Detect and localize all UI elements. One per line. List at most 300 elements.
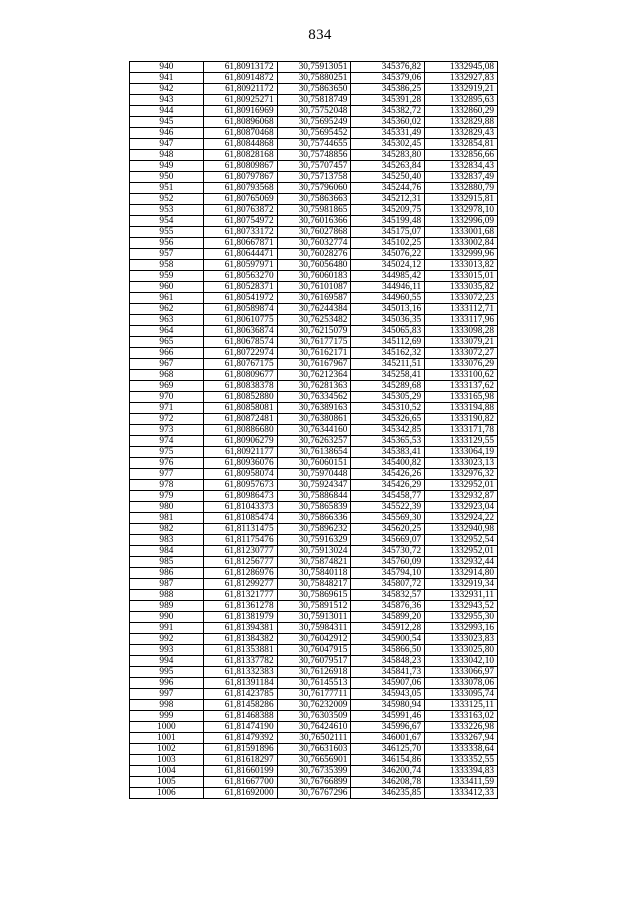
x-coordinate-cell: 346154,86 — [351, 755, 425, 766]
table-row — [130, 271, 498, 282]
y-coordinate-cell: 1333165,98 — [425, 392, 498, 403]
latitude-cell: 61,80589874 — [203, 304, 277, 315]
x-coordinate-cell: 345162,32 — [351, 348, 425, 359]
y-coordinate-cell: 1333066,97 — [425, 667, 498, 678]
longitude-cell: 30,75748856 — [277, 150, 351, 161]
y-coordinate-cell: 1333338,64 — [425, 744, 498, 755]
y-coordinate-cell: 1333098,28 — [425, 326, 498, 337]
longitude-cell: 30,75896232 — [277, 524, 351, 535]
longitude-cell: 30,76232009 — [277, 700, 351, 711]
longitude-cell: 30,75981865 — [277, 205, 351, 216]
x-coordinate-cell: 345900,54 — [351, 634, 425, 645]
latitude-cell: 61,80986473 — [203, 491, 277, 502]
x-coordinate-cell: 345386,25 — [351, 84, 425, 95]
y-coordinate-cell: 1332914,80 — [425, 568, 498, 579]
y-coordinate-cell: 1332860,29 — [425, 106, 498, 117]
point-number-cell: 978 — [130, 480, 204, 491]
latitude-cell: 61,80667871 — [203, 238, 277, 249]
longitude-cell: 30,75913011 — [277, 612, 351, 623]
table-row — [130, 469, 498, 480]
table-row — [130, 524, 498, 535]
latitude-cell: 61,80886680 — [203, 425, 277, 436]
longitude-cell: 30,76631603 — [277, 744, 351, 755]
x-coordinate-cell: 345244,76 — [351, 183, 425, 194]
point-number-cell: 988 — [130, 590, 204, 601]
y-coordinate-cell: 1333013,82 — [425, 260, 498, 271]
table-row — [130, 480, 498, 491]
table-row — [130, 238, 498, 249]
point-number-cell: 942 — [130, 84, 204, 95]
point-number-cell: 951 — [130, 183, 204, 194]
longitude-cell: 30,75916329 — [277, 535, 351, 546]
point-number-cell: 1000 — [130, 722, 204, 733]
point-number-cell: 965 — [130, 337, 204, 348]
table-row — [130, 315, 498, 326]
longitude-cell: 30,75848217 — [277, 579, 351, 590]
table-row — [130, 502, 498, 513]
x-coordinate-cell: 344946,11 — [351, 282, 425, 293]
longitude-cell: 30,76380861 — [277, 414, 351, 425]
y-coordinate-cell: 1333412,33 — [425, 788, 498, 799]
longitude-cell: 30,76042912 — [277, 634, 351, 645]
y-coordinate-cell: 1333267,94 — [425, 733, 498, 744]
x-coordinate-cell: 345730,72 — [351, 546, 425, 557]
longitude-cell: 30,76047915 — [277, 645, 351, 656]
longitude-cell: 30,76177175 — [277, 337, 351, 348]
table-row — [130, 711, 498, 722]
point-number-cell: 940 — [130, 62, 204, 73]
longitude-cell: 30,76101087 — [277, 282, 351, 293]
x-coordinate-cell: 345807,72 — [351, 579, 425, 590]
y-coordinate-cell: 1333226,98 — [425, 722, 498, 733]
y-coordinate-cell: 1332932,87 — [425, 491, 498, 502]
coordinates-table-body — [130, 62, 498, 799]
x-coordinate-cell: 345383,41 — [351, 447, 425, 458]
latitude-cell: 61,80610775 — [203, 315, 277, 326]
y-coordinate-cell: 1333194,88 — [425, 403, 498, 414]
latitude-cell: 61,81458286 — [203, 700, 277, 711]
latitude-cell: 61,81479392 — [203, 733, 277, 744]
latitude-cell: 61,80838378 — [203, 381, 277, 392]
y-coordinate-cell: 1333025,80 — [425, 645, 498, 656]
point-number-cell: 945 — [130, 117, 204, 128]
x-coordinate-cell: 345342,85 — [351, 425, 425, 436]
y-coordinate-cell: 1333078,06 — [425, 678, 498, 689]
latitude-cell: 61,81299277 — [203, 579, 277, 590]
longitude-cell: 30,76126918 — [277, 667, 351, 678]
y-coordinate-cell: 1333125,11 — [425, 700, 498, 711]
x-coordinate-cell: 345379,06 — [351, 73, 425, 84]
y-coordinate-cell: 1332919,21 — [425, 84, 498, 95]
y-coordinate-cell: 1332978,10 — [425, 205, 498, 216]
point-number-cell: 949 — [130, 161, 204, 172]
x-coordinate-cell: 345996,67 — [351, 722, 425, 733]
latitude-cell: 61,80763872 — [203, 205, 277, 216]
longitude-cell: 30,76212364 — [277, 370, 351, 381]
longitude-cell: 30,76060151 — [277, 458, 351, 469]
y-coordinate-cell: 1332829,43 — [425, 128, 498, 139]
x-coordinate-cell: 345400,82 — [351, 458, 425, 469]
latitude-cell: 61,80809677 — [203, 370, 277, 381]
point-number-cell: 968 — [130, 370, 204, 381]
x-coordinate-cell: 345458,77 — [351, 491, 425, 502]
latitude-cell: 61,80722974 — [203, 348, 277, 359]
y-coordinate-cell: 1333064,19 — [425, 447, 498, 458]
y-coordinate-cell: 1333352,55 — [425, 755, 498, 766]
y-coordinate-cell: 1332976,32 — [425, 469, 498, 480]
latitude-cell: 61,80597971 — [203, 260, 277, 271]
latitude-cell: 61,80678574 — [203, 337, 277, 348]
y-coordinate-cell: 1332940,98 — [425, 524, 498, 535]
longitude-cell: 30,76177711 — [277, 689, 351, 700]
point-number-cell: 992 — [130, 634, 204, 645]
x-coordinate-cell: 345569,30 — [351, 513, 425, 524]
point-number-cell: 962 — [130, 304, 204, 315]
x-coordinate-cell: 345391,28 — [351, 95, 425, 106]
latitude-cell: 61,80636874 — [203, 326, 277, 337]
x-coordinate-cell: 345907,06 — [351, 678, 425, 689]
latitude-cell: 61,81175476 — [203, 535, 277, 546]
longitude-cell: 30,75695249 — [277, 117, 351, 128]
point-number-cell: 964 — [130, 326, 204, 337]
table-row — [130, 788, 498, 799]
point-number-cell: 961 — [130, 293, 204, 304]
y-coordinate-cell: 1332999,96 — [425, 249, 498, 260]
point-number-cell: 973 — [130, 425, 204, 436]
y-coordinate-cell: 1333035,82 — [425, 282, 498, 293]
x-coordinate-cell: 345310,52 — [351, 403, 425, 414]
table-row — [130, 260, 498, 271]
y-coordinate-cell: 1332854,81 — [425, 139, 498, 150]
latitude-cell: 61,80563270 — [203, 271, 277, 282]
latitude-cell: 61,80765069 — [203, 194, 277, 205]
latitude-cell: 61,80844868 — [203, 139, 277, 150]
coordinates-table — [129, 61, 498, 799]
y-coordinate-cell: 1332829,88 — [425, 117, 498, 128]
latitude-cell: 61,81256777 — [203, 557, 277, 568]
y-coordinate-cell: 1333137,62 — [425, 381, 498, 392]
x-coordinate-cell: 345258,41 — [351, 370, 425, 381]
latitude-cell: 61,80925271 — [203, 95, 277, 106]
y-coordinate-cell: 1332927,83 — [425, 73, 498, 84]
table-row — [130, 282, 498, 293]
table-row — [130, 249, 498, 260]
point-number-cell: 953 — [130, 205, 204, 216]
y-coordinate-cell: 1332856,66 — [425, 150, 498, 161]
table-row — [130, 425, 498, 436]
table-row — [130, 634, 498, 645]
x-coordinate-cell: 345209,75 — [351, 205, 425, 216]
point-number-cell: 972 — [130, 414, 204, 425]
latitude-cell: 61,81332383 — [203, 667, 277, 678]
y-coordinate-cell: 1332996,09 — [425, 216, 498, 227]
table-row — [130, 73, 498, 84]
longitude-cell: 30,75713758 — [277, 172, 351, 183]
latitude-cell: 61,80797867 — [203, 172, 277, 183]
x-coordinate-cell: 345250,40 — [351, 172, 425, 183]
table-row — [130, 744, 498, 755]
latitude-cell: 61,80872481 — [203, 414, 277, 425]
table-row — [130, 117, 498, 128]
longitude-cell: 30,75874821 — [277, 557, 351, 568]
table-row — [130, 348, 498, 359]
longitude-cell: 30,76656901 — [277, 755, 351, 766]
longitude-cell: 30,75863650 — [277, 84, 351, 95]
x-coordinate-cell: 345212,31 — [351, 194, 425, 205]
table-row — [130, 227, 498, 238]
latitude-cell: 61,81381979 — [203, 612, 277, 623]
longitude-cell: 30,76060183 — [277, 271, 351, 282]
latitude-cell: 61,80828168 — [203, 150, 277, 161]
x-coordinate-cell: 346001,67 — [351, 733, 425, 744]
point-number-cell: 966 — [130, 348, 204, 359]
latitude-cell: 61,81591896 — [203, 744, 277, 755]
latitude-cell: 61,81337782 — [203, 656, 277, 667]
longitude-cell: 30,76215079 — [277, 326, 351, 337]
x-coordinate-cell: 345841,73 — [351, 667, 425, 678]
x-coordinate-cell: 345620,25 — [351, 524, 425, 535]
y-coordinate-cell: 1332993,16 — [425, 623, 498, 634]
table-row — [130, 150, 498, 161]
latitude-cell: 61,80793568 — [203, 183, 277, 194]
point-number-cell: 954 — [130, 216, 204, 227]
x-coordinate-cell: 346125,70 — [351, 744, 425, 755]
table-row — [130, 458, 498, 469]
longitude-cell: 30,75695452 — [277, 128, 351, 139]
latitude-cell: 61,80733172 — [203, 227, 277, 238]
point-number-cell: 998 — [130, 700, 204, 711]
point-number-cell: 957 — [130, 249, 204, 260]
point-number-cell: 974 — [130, 436, 204, 447]
x-coordinate-cell: 345036,35 — [351, 315, 425, 326]
x-coordinate-cell: 345263,84 — [351, 161, 425, 172]
longitude-cell: 30,76767296 — [277, 788, 351, 799]
longitude-cell: 30,75970448 — [277, 469, 351, 480]
latitude-cell: 61,80870468 — [203, 128, 277, 139]
table-row — [130, 304, 498, 315]
x-coordinate-cell: 345522,39 — [351, 502, 425, 513]
x-coordinate-cell: 345013,16 — [351, 304, 425, 315]
y-coordinate-cell: 1332834,43 — [425, 161, 498, 172]
x-coordinate-cell: 345076,22 — [351, 249, 425, 260]
x-coordinate-cell: 345382,72 — [351, 106, 425, 117]
y-coordinate-cell: 1332945,08 — [425, 62, 498, 73]
point-number-cell: 982 — [130, 524, 204, 535]
x-coordinate-cell: 345426,26 — [351, 469, 425, 480]
latitude-cell: 61,80528371 — [203, 282, 277, 293]
point-number-cell: 994 — [130, 656, 204, 667]
latitude-cell: 61,81353881 — [203, 645, 277, 656]
latitude-cell: 61,80957673 — [203, 480, 277, 491]
y-coordinate-cell: 1333072,23 — [425, 293, 498, 304]
table-row — [130, 777, 498, 788]
latitude-cell: 61,80809867 — [203, 161, 277, 172]
table-row — [130, 766, 498, 777]
table-row — [130, 381, 498, 392]
y-coordinate-cell: 1333002,84 — [425, 238, 498, 249]
point-number-cell: 955 — [130, 227, 204, 238]
x-coordinate-cell: 345112,69 — [351, 337, 425, 348]
x-coordinate-cell: 345980,94 — [351, 700, 425, 711]
point-number-cell: 989 — [130, 601, 204, 612]
x-coordinate-cell: 345326,65 — [351, 414, 425, 425]
table-row — [130, 161, 498, 172]
x-coordinate-cell: 345024,12 — [351, 260, 425, 271]
longitude-cell: 30,75880251 — [277, 73, 351, 84]
point-number-cell: 999 — [130, 711, 204, 722]
latitude-cell: 61,80896068 — [203, 117, 277, 128]
point-number-cell: 948 — [130, 150, 204, 161]
x-coordinate-cell: 345912,28 — [351, 623, 425, 634]
longitude-cell: 30,75913051 — [277, 62, 351, 73]
latitude-cell: 61,81043373 — [203, 502, 277, 513]
table-row — [130, 414, 498, 425]
x-coordinate-cell: 345175,07 — [351, 227, 425, 238]
latitude-cell: 61,80906279 — [203, 436, 277, 447]
table-row — [130, 535, 498, 546]
point-number-cell: 993 — [130, 645, 204, 656]
longitude-cell: 30,76735399 — [277, 766, 351, 777]
latitude-cell: 61,81321777 — [203, 590, 277, 601]
x-coordinate-cell: 345199,48 — [351, 216, 425, 227]
x-coordinate-cell: 345866,50 — [351, 645, 425, 656]
y-coordinate-cell: 1332880,79 — [425, 183, 498, 194]
y-coordinate-cell: 1333001,68 — [425, 227, 498, 238]
y-coordinate-cell: 1333015,01 — [425, 271, 498, 282]
longitude-cell: 30,76502111 — [277, 733, 351, 744]
latitude-cell: 61,81131475 — [203, 524, 277, 535]
point-number-cell: 983 — [130, 535, 204, 546]
latitude-cell: 61,81474190 — [203, 722, 277, 733]
longitude-cell: 30,75891512 — [277, 601, 351, 612]
table-row — [130, 612, 498, 623]
longitude-cell: 30,75866336 — [277, 513, 351, 524]
table-row — [130, 139, 498, 150]
x-coordinate-cell: 345848,23 — [351, 656, 425, 667]
table-row — [130, 722, 498, 733]
longitude-cell: 30,76389163 — [277, 403, 351, 414]
y-coordinate-cell: 1333095,74 — [425, 689, 498, 700]
longitude-cell: 30,75869615 — [277, 590, 351, 601]
longitude-cell: 30,76028276 — [277, 249, 351, 260]
longitude-cell: 30,76079517 — [277, 656, 351, 667]
point-number-cell: 959 — [130, 271, 204, 282]
table-row — [130, 645, 498, 656]
x-coordinate-cell: 346235,85 — [351, 788, 425, 799]
table-row — [130, 667, 498, 678]
x-coordinate-cell: 345302,45 — [351, 139, 425, 150]
point-number-cell: 976 — [130, 458, 204, 469]
table-row — [130, 106, 498, 117]
latitude-cell: 61,81085474 — [203, 513, 277, 524]
point-number-cell: 944 — [130, 106, 204, 117]
longitude-cell: 30,76167967 — [277, 359, 351, 370]
x-coordinate-cell: 344960,55 — [351, 293, 425, 304]
y-coordinate-cell: 1332915,81 — [425, 194, 498, 205]
table-row — [130, 403, 498, 414]
table-row — [130, 700, 498, 711]
table-row — [130, 172, 498, 183]
table-row — [130, 557, 498, 568]
table-row — [130, 678, 498, 689]
x-coordinate-cell: 345794,10 — [351, 568, 425, 579]
point-number-cell: 996 — [130, 678, 204, 689]
point-number-cell: 950 — [130, 172, 204, 183]
point-number-cell: 997 — [130, 689, 204, 700]
x-coordinate-cell: 345943,05 — [351, 689, 425, 700]
y-coordinate-cell: 1333042,10 — [425, 656, 498, 667]
latitude-cell: 61,80913172 — [203, 62, 277, 73]
table-row — [130, 491, 498, 502]
y-coordinate-cell: 1332924,22 — [425, 513, 498, 524]
x-coordinate-cell: 345331,49 — [351, 128, 425, 139]
latitude-cell: 61,81660199 — [203, 766, 277, 777]
y-coordinate-cell: 1332952,54 — [425, 535, 498, 546]
longitude-cell: 30,76027868 — [277, 227, 351, 238]
table-row — [130, 194, 498, 205]
point-number-cell: 1002 — [130, 744, 204, 755]
y-coordinate-cell: 1333079,21 — [425, 337, 498, 348]
table-row — [130, 755, 498, 766]
y-coordinate-cell: 1332923,04 — [425, 502, 498, 513]
y-coordinate-cell: 1333190,82 — [425, 414, 498, 425]
longitude-cell: 30,76303509 — [277, 711, 351, 722]
latitude-cell: 61,81468388 — [203, 711, 277, 722]
y-coordinate-cell: 1333072,27 — [425, 348, 498, 359]
latitude-cell: 61,80936076 — [203, 458, 277, 469]
point-number-cell: 995 — [130, 667, 204, 678]
longitude-cell: 30,76334562 — [277, 392, 351, 403]
latitude-cell: 61,81286976 — [203, 568, 277, 579]
x-coordinate-cell: 344985,42 — [351, 271, 425, 282]
point-number-cell: 1004 — [130, 766, 204, 777]
latitude-cell: 61,80767175 — [203, 359, 277, 370]
x-coordinate-cell: 346200,74 — [351, 766, 425, 777]
point-number-cell: 1003 — [130, 755, 204, 766]
point-number-cell: 975 — [130, 447, 204, 458]
table-row — [130, 216, 498, 227]
point-number-cell: 981 — [130, 513, 204, 524]
longitude-cell: 30,76162171 — [277, 348, 351, 359]
point-number-cell: 986 — [130, 568, 204, 579]
latitude-cell: 61,81384382 — [203, 634, 277, 645]
x-coordinate-cell: 345376,82 — [351, 62, 425, 73]
y-coordinate-cell: 1333129,55 — [425, 436, 498, 447]
x-coordinate-cell: 345760,09 — [351, 557, 425, 568]
point-number-cell: 991 — [130, 623, 204, 634]
point-number-cell: 958 — [130, 260, 204, 271]
point-number-cell: 987 — [130, 579, 204, 590]
point-number-cell: 979 — [130, 491, 204, 502]
y-coordinate-cell: 1332932,44 — [425, 557, 498, 568]
point-number-cell: 971 — [130, 403, 204, 414]
latitude-cell: 61,80754972 — [203, 216, 277, 227]
y-coordinate-cell: 1332943,52 — [425, 601, 498, 612]
y-coordinate-cell: 1333394,83 — [425, 766, 498, 777]
table-row — [130, 447, 498, 458]
table-row — [130, 183, 498, 194]
table-row — [130, 623, 498, 634]
point-number-cell: 946 — [130, 128, 204, 139]
point-number-cell: 943 — [130, 95, 204, 106]
longitude-cell: 30,76244384 — [277, 304, 351, 315]
table-row — [130, 546, 498, 557]
longitude-cell: 30,75744655 — [277, 139, 351, 150]
table-row — [130, 326, 498, 337]
x-coordinate-cell: 345102,25 — [351, 238, 425, 249]
point-number-cell: 947 — [130, 139, 204, 150]
x-coordinate-cell: 345832,57 — [351, 590, 425, 601]
